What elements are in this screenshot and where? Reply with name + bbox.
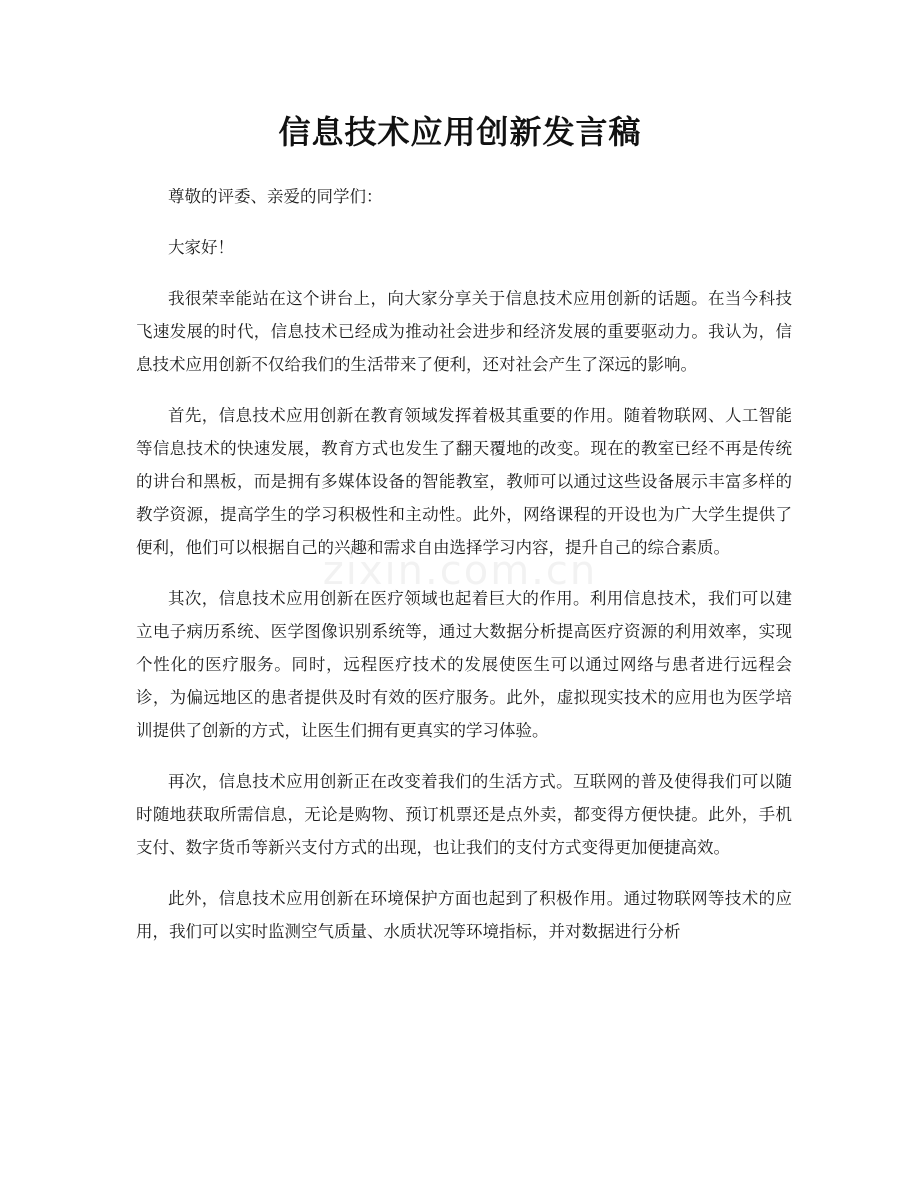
- paragraph-environment: 此外，信息技术应用创新在环境保护方面也起到了积极作用。通过物联网等技术的应用，我们可以实时监测空气质量、水质状况等环境指标，并对数据进行分析: [136, 889, 792, 941]
- paragraph-lifestyle: 再次，信息技术应用创新正在改变着我们的生活方式。互联网的普及使得我们可以随时随地获取所需信息，无论是购物、预订机票还是点外卖，都变得方便快捷。此外，手机支付、数字货币等新兴支付方式的出现，也让我们的支付方式变得更加便捷高效。: [136, 772, 792, 857]
- paragraph-greeting: 大家好！: [168, 238, 234, 257]
- paragraph-medical: 其次，信息技术应用创新在医疗领域也起着巨大的作用。利用信息技术，我们可以建立电子病历系统、医学图像识别系统等，通过大数据分析提高医疗资源的利用效率，实现个性化的医疗服务。同时，远程医疗技术的发展使医生可以通过网络与患者进行远程会诊，为偏远地区的患者提供及时有效的医疗服务。此外，虚拟现实技术的应用也为医学培训提供了创新的方式，让医生们拥有更真实的学习体验。: [136, 589, 792, 740]
- paragraph-intro: 我很荣幸能站在这个讲台上，向大家分享关于信息技术应用创新的话题。在当今科技飞速发展的时代，信息技术已经成为推动社会进步和经济发展的重要驱动力。我认为，信息技术应用创新不仅给我们的生活带来了便利，还对社会产生了深远的影响。: [136, 289, 792, 374]
- document-title: 信息技术应用创新发言稿: [278, 113, 642, 151]
- document-body: [136, 180, 792, 966]
- paragraph-salutation: 尊敬的评委、亲爱的同学们：: [168, 187, 383, 206]
- watermark: zixin.com.cn: [322, 548, 598, 594]
- paragraph-education: 首先，信息技术应用创新在教育领域发挥着极其重要的作用。随着物联网、人工智能等信息技术的快速发展，教育方式也发生了翻天覆地的改变。现在的教室已经不再是传统的讲台和黑板，而是拥有多媒体设备的智能教室，教师可以通过这些设备展示丰富多样的教学资源，提高学生的学习积极性和主动性。此外，网络课程的开设也为广大学生提供了便利，他们可以根据自己的兴趣和需求自由选择学习内容，提升自己的综合素质。: [136, 406, 792, 557]
